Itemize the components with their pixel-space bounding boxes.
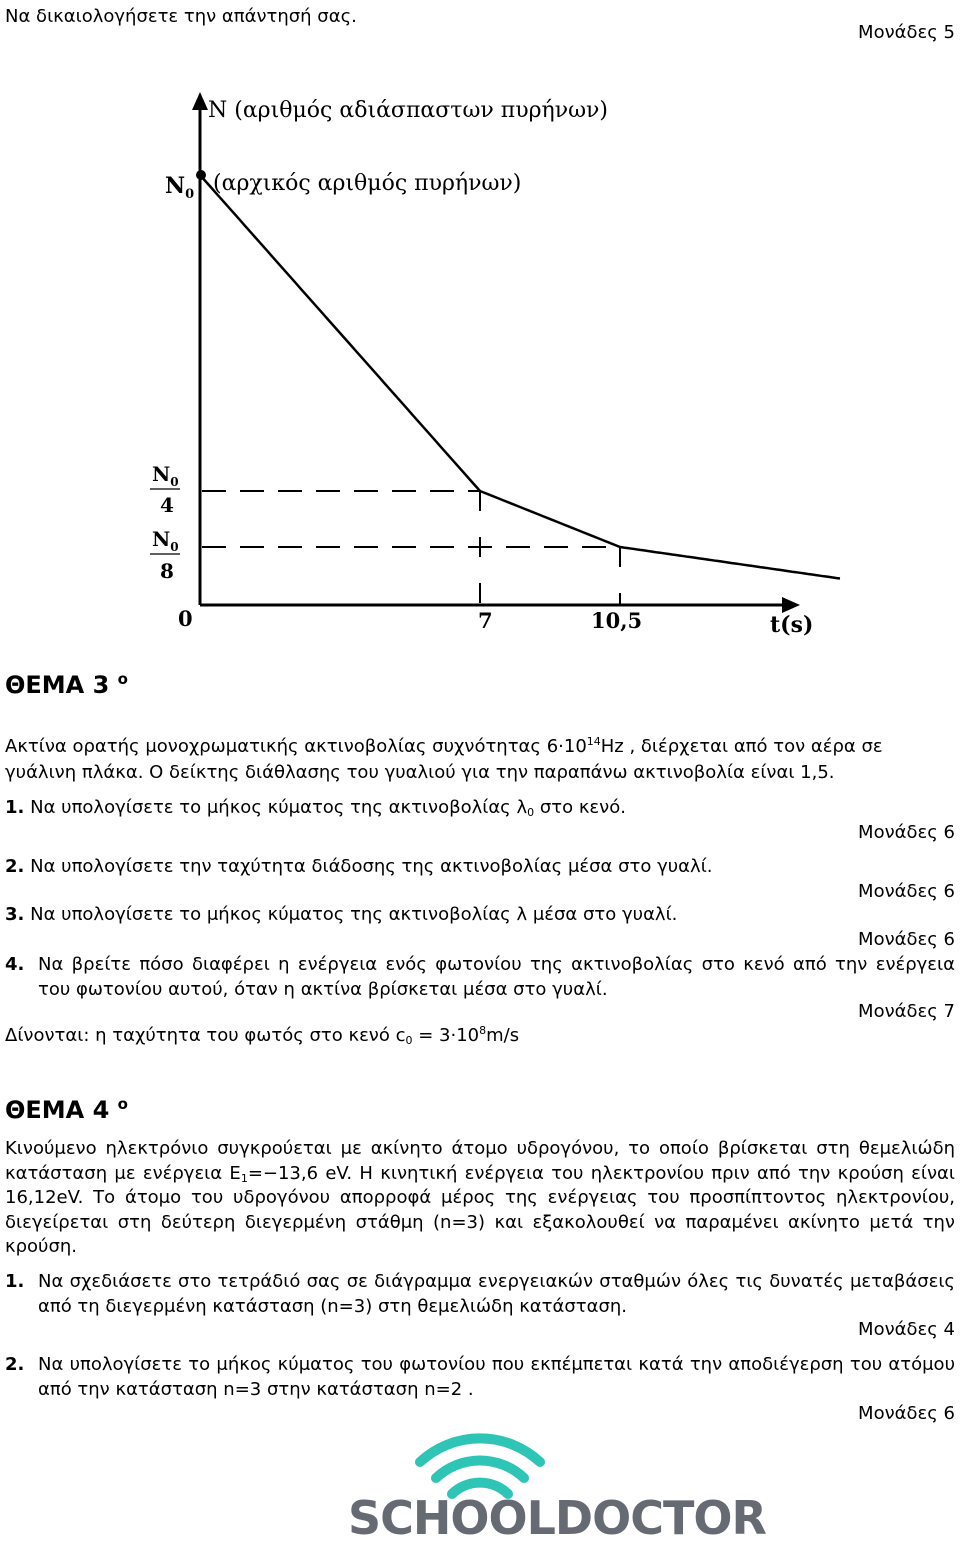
guide-lines [202,491,620,605]
theme3-question-4: 4. Να βρείτε πόσο διαφέρει η ενέργεια ενός φωτονίου της ακτινοβολίας στο κενό από την ενέργεια του φωτονίου αυτού, όταν η ακτίνα βρίσκεται μέσα στο γυαλί. [5,954,955,1000]
y-axis-label: N (αριθμός αδιάσπαστων πυρήνων) [208,98,608,123]
n0-label: $N_0$ [165,173,195,202]
y-mark-n0-over-8 [150,527,180,583]
x-tick-label: 7 [478,608,493,633]
schooldoctor-logo [300,1400,766,1547]
justify-instruction: Να δικαιολογήσετε την απάντησή σας. [5,6,357,27]
y-mark-numerator: $N_0$ [152,462,179,489]
theme4-paragraph: Κινούμενο ηλεκτρόνιο συγκρούεται με ακίνητο άτομο υδρογόνου, το οποίο βρίσκεται στη θεμελιώδη κατάσταση με ενέργεια $E_1=-13,6$ eV. Η κινητική ενέργεια του ηλεκτρονίου πριν από την κρούση είναι 16,12eV. Το άτομο του υδρογόνου απορροφά μέρος της ενέργειας του προσπίπτοντος ηλεκτρονίου, διεγείρεται στη δεύτερη διεγερμένη στάθμη (n=3) και εξακολουθεί να παραμένει ακίνητο μετά την κρούση. [5,1138,955,1257]
x-tick-label: 0 [178,606,193,631]
y-axis-arrow [192,92,208,110]
theme4-q2-units: Μονάδες 6 [858,1403,955,1424]
n0-annotation: (αρχικός αριθμός πυρήνων) [213,171,522,196]
theme3-intro-line1: Ακτίνα ορατής μονοχρωματικής ακτινοβολίας συχνότητας $6\cdot 10^{14}Hz$ , διέρχεται από τον αέρα σε [5,735,883,757]
theme3-intro-line2: γυάλινη πλάκα. Ο δείκτης διάθλασης του γυαλιού για την παραπάνω ακτινοβολία είναι 1,5. [5,762,835,783]
x-axis-arrow [782,597,800,613]
logo-wordmark: SCHOOLDOCTOR [348,1491,766,1545]
theme3-given: Δίνονται: η ταχύτητα του φωτός στο κενό $c_0 = 3\cdot 10^8m/s$ [5,1024,520,1047]
y-mark-denominator: 4 [160,493,174,517]
decay-curve [200,175,840,579]
theme4-question-1: 1. Να σχεδιάσετε στο τετράδιό σας σε διάγραμμα ενεργειακών σταθμών όλες τις δυνατές μεταβάσεις από τη διεγερμένη κατάσταση (n=3) στη θεμελιώδη κατάσταση. [5,1271,955,1317]
theme3-q1-units: Μονάδες 6 [858,822,955,843]
y-mark-numerator: $N_0$ [152,527,179,554]
signal-arcs-icon [420,1438,540,1494]
theme3-question-1: 1. Να υπολογίσετε το μήκος κύματος της ακτινοβολίας $\lambda_0$ στο κενό. [5,797,626,819]
x-tick-label: 10,5 [591,608,643,633]
theme4-q1-units: Μονάδες 4 [858,1319,955,1340]
units-label: Μονάδες 5 [858,22,955,43]
theme3-heading: ΘΕΜΑ 3 $^o$ [5,670,128,699]
y-mark-n0-over-4 [150,462,180,517]
x-axis-label: t(s) [770,612,814,638]
theme4-heading: ΘΕΜΑ 4 $^o$ [5,1095,128,1124]
y-mark-denominator: 8 [160,559,174,583]
n0-point [196,170,206,180]
theme3-question-2: 2. Να υπολογίσετε την ταχύτητα διάδοσης της ακτινοβολίας μέσα στο γυαλί. [5,856,713,877]
theme3-q2-units: Μονάδες 6 [858,881,955,902]
theme4-question-2: 2. Να υπολογίσετε το μήκος κύματος του φωτονίου που εκπέμπεται κατά την αποδιέγερση του ατόμου από την κατάσταση n=3 στην κατάσταση n=2 . [5,1354,955,1400]
theme3-q4-units: Μονάδες 7 [858,1001,955,1022]
decay-graph [0,80,960,650]
theme3-question-3: 3. Να υπολογίσετε το μήκος κύματος της ακτινοβολίας λ μέσα στο γυαλί. [5,904,678,925]
theme3-q3-units: Μονάδες 6 [858,929,955,950]
